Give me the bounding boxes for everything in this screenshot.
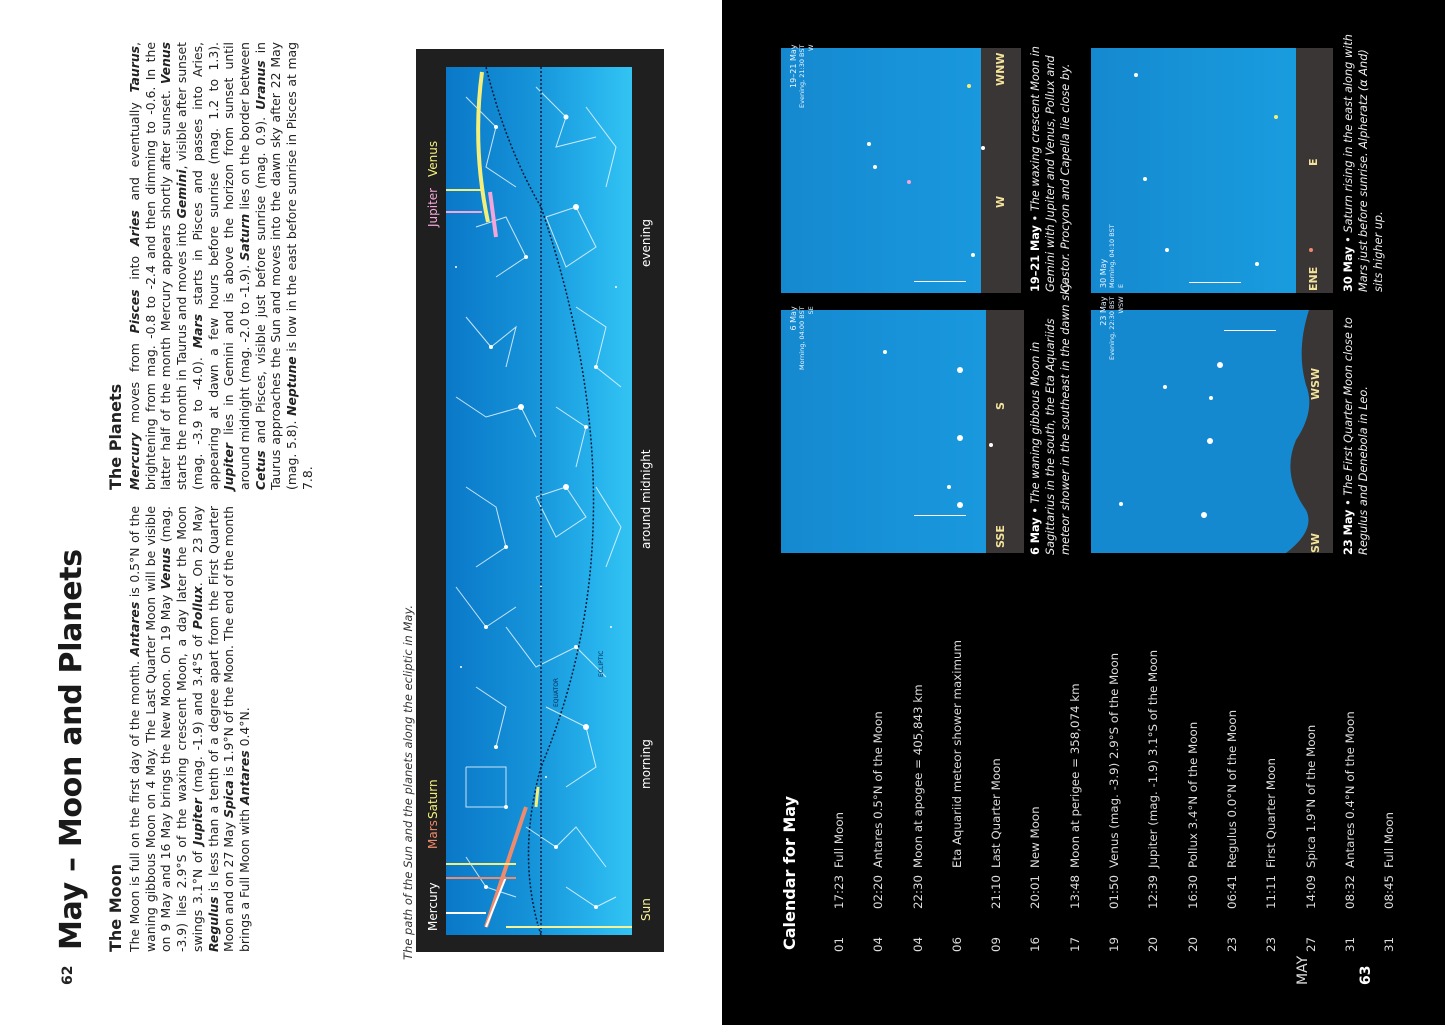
calendar-time: 08:32 xyxy=(1342,875,1357,909)
direction-sw: SW xyxy=(1309,532,1322,553)
page-number-right: 63 xyxy=(1358,965,1374,985)
calendar-time: 16:30 xyxy=(1185,875,1200,909)
calendar-row xyxy=(1304,622,1343,952)
calendar-day: 06 xyxy=(949,936,964,952)
caption-30-may: 30 May • Saturn rising in the east along with Mars just before sunrise. Alpheratz (α And) sits higher up. xyxy=(1342,34,1385,292)
star-denebola xyxy=(1119,502,1123,506)
moon-section xyxy=(106,506,253,952)
label-sun: Sun xyxy=(639,898,653,921)
moon-5 xyxy=(957,367,963,373)
calendar-time: 08:45 xyxy=(1382,875,1397,909)
calendar-time: 21:10 xyxy=(989,875,1004,909)
sky-panel-23-may xyxy=(1091,296,1333,553)
label-saturn: Saturn xyxy=(426,779,440,819)
star-kaus-australis xyxy=(989,443,993,447)
calendar-time: 12:39 xyxy=(1146,875,1161,909)
calendar-row xyxy=(1028,622,1067,952)
calendar-row xyxy=(1264,622,1303,952)
left-page xyxy=(0,0,722,1025)
planet-jupiter xyxy=(907,180,911,184)
calendar-event: Last Quarter Moon xyxy=(989,758,1004,868)
constellation-lines xyxy=(446,67,632,935)
label-morning: morning xyxy=(639,739,653,789)
running-head: MAY xyxy=(1295,955,1311,985)
scale-bar xyxy=(914,281,966,282)
moon-6 xyxy=(957,435,963,441)
star-castor xyxy=(867,142,871,146)
star-alhena xyxy=(981,146,985,150)
equator-label: EQUATOR xyxy=(553,677,560,707)
star-nunki xyxy=(947,485,951,489)
calendar-event: Moon at perigee = 358,074 km xyxy=(1067,683,1082,868)
sky-panel-6-may xyxy=(781,306,1021,553)
label-jupiter: Jupiter xyxy=(426,187,440,227)
direction-ene: ENE xyxy=(1307,266,1320,291)
page-title: May – Moon and Planets xyxy=(54,549,89,950)
calendar-day: 20 xyxy=(1185,936,1200,952)
label-mars: Mars xyxy=(426,820,440,849)
calendar-event: Jupiter (mag. -1.9) 3.1°S of the Moon xyxy=(1146,649,1161,868)
star-alpheratz xyxy=(1143,177,1147,181)
caption-19-21-may: 19–21 May • The waxing crescent Moon in Gemini with Jupiter and Venus, Pollux and Castor. Procyon and Capella lie close by. xyxy=(1029,46,1072,292)
calendar-row xyxy=(950,622,989,952)
ecliptic-star-chart xyxy=(416,49,664,952)
sky-panel-19-21-may xyxy=(781,44,1021,293)
star-field xyxy=(446,67,632,935)
star-sabik xyxy=(883,350,887,354)
calendar-row xyxy=(1225,622,1264,952)
scale-bar xyxy=(914,515,966,516)
calendar-time: 22:30 xyxy=(910,875,925,909)
star-hamal xyxy=(1255,262,1259,266)
calendar-time: 02:20 xyxy=(871,875,886,909)
moon-heading: The Moon xyxy=(106,863,125,952)
planets-heading: The Planets xyxy=(106,383,125,490)
direction-e: E xyxy=(1307,158,1320,166)
scale-bar xyxy=(1189,282,1241,283)
direction-s: S xyxy=(994,402,1007,410)
star-regulus xyxy=(1209,396,1213,400)
calendar-event: First Quarter Moon xyxy=(1264,758,1279,868)
panel-info-23-may: 23 May Evening, 22:30 BST WSW xyxy=(1099,296,1125,360)
label-venus: Venus xyxy=(426,140,440,177)
direction-wsw: WSW xyxy=(1309,367,1322,400)
horizon-ground xyxy=(986,310,1024,553)
calendar-day: 04 xyxy=(871,936,886,952)
calendar-row xyxy=(1107,622,1146,952)
calendar-day: 31 xyxy=(1382,936,1397,952)
calendar-time: 14:09 xyxy=(1303,875,1318,909)
calendar-day: 23 xyxy=(1264,936,1279,952)
calendar-event: Antares 0.5°N of the Moon xyxy=(871,711,886,868)
calendar-row xyxy=(911,622,950,952)
calendar-row xyxy=(871,622,910,952)
calendar-day: 09 xyxy=(989,936,1004,952)
calendar-row xyxy=(1382,622,1421,952)
chart-caption: The path of the Sun and the planets along the ecliptic in May. xyxy=(401,604,415,960)
calendar-row xyxy=(832,622,871,952)
direction-w: W xyxy=(994,195,1007,208)
calendar-day: 20 xyxy=(1146,936,1161,952)
calendar-day: 01 xyxy=(832,936,846,952)
moon-22 xyxy=(1217,362,1223,368)
calendar-day: 27 xyxy=(1303,936,1318,952)
sky-panel-30-may xyxy=(1091,48,1333,293)
calendar-event: Pollux 3.4°N of the Moon xyxy=(1185,721,1200,868)
star-procyon xyxy=(971,253,975,257)
calendar-day: 04 xyxy=(910,936,925,952)
label-around-midnight: around midnight xyxy=(639,449,653,549)
calendar-day: 17 xyxy=(1067,936,1082,952)
moon-paragraph: The Moon is full on the first day of the month. Antares is 0.5°N of the waning gibbous Moon on 4 May. The Last Quarter Moon will be visible on 9 May and 16 May brings the New Moon. On 19 May Venus (mag. -3.9) lies 2.9°S of the waxing crescent Moon, a day later the Moon swings 3.1°N of Jupiter (mag. -1.9) and 3.4°S of Pollux. On 23 May Regulus is less than a tenth of a degree apart from the First Quarter Moon and on 27 May Spica is 1.9°N of the Moon. The end of the month brings a Full Moon with Antares 0.4°N. xyxy=(127,505,252,952)
panel-info-19-21-may: 19–21 May Evening, 21:30 BST W xyxy=(789,44,815,108)
direction-wnw: WNW xyxy=(994,52,1007,86)
ecliptic-label: ECLIPTIC xyxy=(598,650,605,677)
calendar-event: Full Moon xyxy=(1382,811,1397,868)
calendar-event: Regulus 0.0°N of the Moon xyxy=(1224,709,1239,868)
planet-mars xyxy=(1309,248,1313,252)
planets-section xyxy=(106,42,315,490)
calendar-event: Venus (mag. -3.9) 2.9°S of the Moon xyxy=(1107,652,1122,868)
star-mirach xyxy=(1165,248,1169,252)
panel-info-30-may: 30 May Morning, 04:10 BST E xyxy=(1099,224,1125,288)
star-markab xyxy=(1134,73,1138,77)
calendar-time: 01:50 xyxy=(1107,875,1122,909)
calendar-event: Spica 1.9°N of the Moon xyxy=(1303,724,1318,868)
calendar-event: Eta Aquariid meteor shower maximum xyxy=(949,640,964,868)
calendar-row xyxy=(1343,622,1382,952)
calendar-row xyxy=(1186,622,1225,952)
caption-23-may: 23 May • The First Quarter Moon close to Regulus and Denebola in Leo. xyxy=(1342,317,1370,555)
calendar-event: New Moon xyxy=(1028,806,1043,868)
planet-saturn xyxy=(1274,115,1278,119)
panel-info-6-may: 6 May Morning, 04:00 BST SE xyxy=(789,306,815,370)
calendar-event: Moon at apogee = 405,843 km xyxy=(910,684,925,868)
calendar-day: 23 xyxy=(1224,936,1239,952)
calendar-day: 16 xyxy=(1028,936,1043,952)
calendar-event: Antares 0.4°N of the Moon xyxy=(1342,711,1357,868)
direction-sse: SSE xyxy=(994,525,1007,548)
right-page xyxy=(722,0,1445,1025)
calendar-time: 20:01 xyxy=(1028,875,1043,909)
moon-24 xyxy=(1201,512,1207,518)
calendar-event: Full Moon xyxy=(832,811,846,868)
calendar-list xyxy=(832,622,1421,952)
calendar-day: 31 xyxy=(1342,936,1357,952)
page-number-left: 62 xyxy=(60,965,76,985)
moon-7 xyxy=(957,502,963,508)
star-algieba xyxy=(1163,385,1167,389)
calendar-time: 06:41 xyxy=(1224,875,1239,909)
caption-6-may: 6 May • The waning gibbous Moon in Sagittarius in the south, the Eta Aquariids meteor shower in the southeast in the dawn sky. xyxy=(1029,278,1072,555)
calendar-row xyxy=(989,622,1028,952)
tree-silhouette xyxy=(1296,48,1333,293)
calendar-row xyxy=(1068,622,1107,952)
planets-paragraph: Mercury moves from Pisces into Aries and eventually Taurus, brightening from mag. -0.8 to -2.4 and then dimming to -0.6. In the latter half of the month Mercury appears shortly after sunset. Venus starts the month in Taurus and moves into Gemini, visible after sunset (mag. -3.9 to -4.0). Mars starts in Pisces and passes into Aries, appearing at dawn a few hours before sunrise (mag. 1.2 to 1.3). Jupiter lies in Gemini and is above the horizon from sunset until around midnight (mag. -2.0 to -1.9). Saturn lies on the border between Cetus and Pisces, visible just before sunrise (mag. 0.9). Uranus in Taurus approaches the Sun and moves into the dawn sky after 22 May (mag. 5.8). Neptune is low in the east before sunrise in Pisces at mag 7.8. xyxy=(127,41,315,490)
scale-bar xyxy=(1224,330,1276,331)
calendar-time: 13:48 xyxy=(1067,875,1082,909)
hill-silhouette xyxy=(1091,310,1333,553)
calendar-title: Calendar for May xyxy=(780,795,799,950)
planet-venus xyxy=(967,84,971,88)
calendar-day: 19 xyxy=(1107,936,1122,952)
moon-23 xyxy=(1207,438,1213,444)
star-pollux xyxy=(873,165,877,169)
calendar-row xyxy=(1146,622,1185,952)
calendar-time: 17:23 xyxy=(832,875,846,909)
calendar-time: 11:11 xyxy=(1264,875,1279,909)
label-evening: evening xyxy=(639,218,653,267)
label-mercury: Mercury xyxy=(426,882,440,931)
